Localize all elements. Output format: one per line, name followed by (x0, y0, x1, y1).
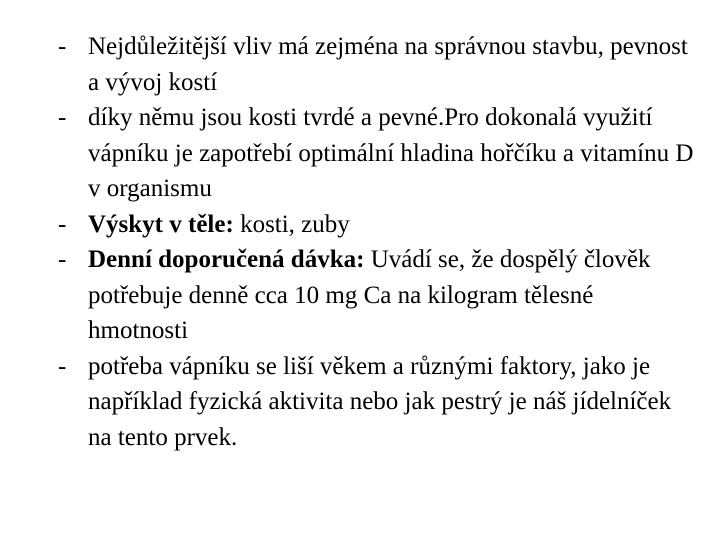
bullet-item-1 (58, 29, 698, 100)
bullet-item-3 (58, 207, 698, 243)
bullet-list (58, 29, 698, 455)
bullet-dash: - (58, 104, 67, 131)
bullet-dash: - (58, 33, 67, 60)
bullet-bold-label: Denní doporučená dávka: (88, 246, 365, 273)
bullet-dash: - (58, 210, 67, 238)
bullet-text: Uvádí se, že dospělý člověk potřebuje denně cca 10 mg Ca na kilogram tělesné hmotnosti (88, 246, 651, 344)
bullet-dash: - (58, 246, 67, 273)
bullet-text: potřeba vápníku se liší věkem a různými faktory, jako je například fyzická aktivita nebo jak pestrý je náš jídelníček na tento prvek. (88, 352, 672, 451)
bullet-text: díky němu jsou kosti tvrdé a pevné.Pro dokonalá využití vápníku je zapotřebí optimální hladina hořčíku a vitamínu D v organismu (88, 104, 694, 202)
bullet-dash: - (58, 352, 67, 380)
bullet-bold-label: Výskyt v těle: (88, 210, 234, 238)
bullet-item-4 (58, 242, 698, 349)
bullet-text: Nejdůležitější vliv má zejména na správnou stavbu, pevnost a vývoj kostí (88, 33, 688, 96)
bullet-text: kosti, zuby (233, 210, 350, 238)
bullet-item-5 (58, 349, 698, 456)
bullet-item-2 (58, 100, 698, 207)
